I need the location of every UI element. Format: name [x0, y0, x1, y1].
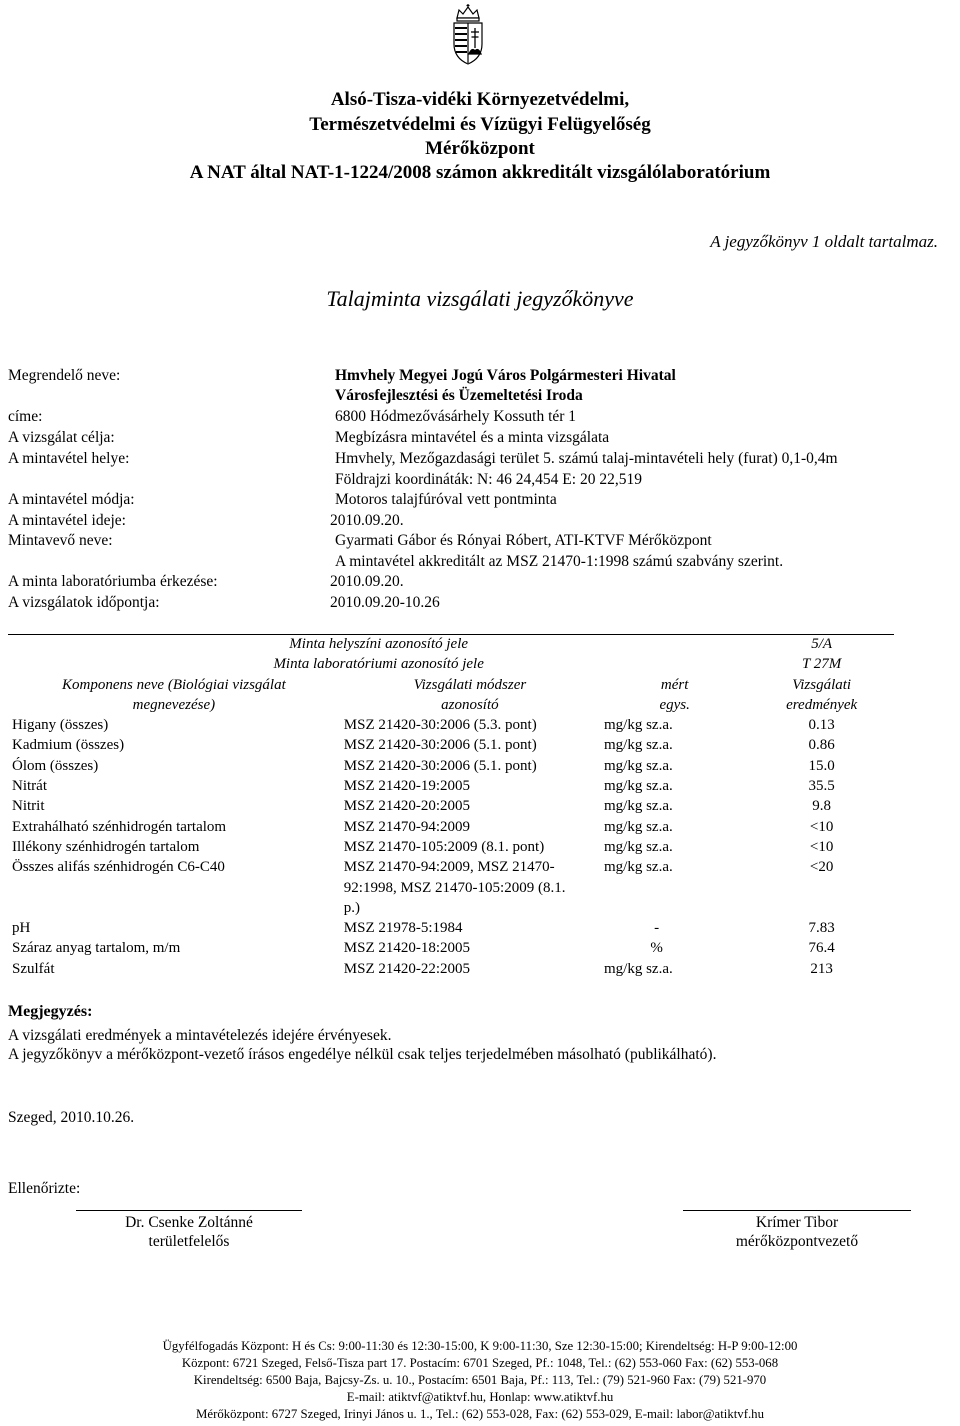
result-value-cell: 9.8	[812, 798, 832, 815]
column-header-method: Vizsgálati módszer	[413, 676, 527, 693]
field-id-label: Minta helyszíni azonosító jele	[8, 635, 749, 656]
method-cell: MSZ 21470-105:2009 (8.1. pont)	[343, 838, 545, 855]
component-name-cell	[8, 899, 340, 919]
org-name-line2: Természetvédelmi és Vízügyi Felügyelőség	[309, 114, 651, 135]
signature-line-left	[76, 1210, 302, 1211]
footer-hq-address: Központ: 6721 Szeged, Felső-Tisza part 17. Postacím: 6701 Szeged, Pf.: 1048, Tel.: (62) 553-060 Fax: (62) 553-068	[181, 1356, 779, 1370]
unit-cell: %	[650, 940, 663, 957]
signer-left-role: területfelelős	[148, 1233, 230, 1250]
result-value-cell: 15.0	[808, 757, 835, 774]
site-label: A mintavétel helye:	[8, 450, 130, 467]
method-cell: MSZ 21420-20:2005	[343, 798, 471, 815]
unit-cell: mg/kg sz.a.	[604, 818, 673, 835]
column-header-unit-cont: egys.	[659, 696, 690, 713]
signature-right	[683, 1213, 911, 1251]
footer-lab-address: Mérőközpont: 6727 Szeged, Irinyi János u. 1., Tel.: (62) 553-028, Fax: (62) 553-029, E-mail: labor@atiktvf.hu	[196, 1407, 764, 1421]
results-table	[8, 634, 894, 980]
customer-label: Megrendelő neve:	[8, 367, 121, 384]
notes-heading: Megjegyzés:	[8, 1003, 93, 1020]
table-row	[8, 797, 894, 817]
method-cell: 92:1998, MSZ 21470-105:2009 (8.1.	[343, 879, 566, 896]
table-row	[8, 858, 894, 878]
table-row	[8, 838, 894, 858]
signer-right-name: Krímer Tibor	[755, 1214, 839, 1231]
unit-cell: mg/kg sz.a.	[604, 838, 673, 855]
method-cell: p.)	[343, 899, 361, 916]
unit-cell: mg/kg sz.a.	[604, 737, 673, 754]
method-cell: MSZ 21420-30:2006 (5.3. pont)	[343, 717, 537, 734]
method-cell: MSZ 21978-5:1984	[343, 920, 463, 937]
sampling-date-value: 2010.09.20.	[330, 512, 404, 529]
component-name-cell: Szulfát	[12, 960, 55, 977]
arrival-value: 2010.09.20.	[330, 573, 404, 590]
table-row	[8, 757, 894, 777]
purpose-value: Megbízásra mintavétel és a minta vizsgálata	[335, 429, 610, 446]
sampler-label: Mintavevő neve:	[8, 532, 113, 549]
unit-cell: mg/kg sz.a.	[604, 960, 673, 977]
org-name-line3: Mérőközpont	[425, 138, 535, 159]
unit-cell	[600, 879, 749, 899]
test-date-value: 2010.09.20-10.26	[330, 594, 440, 611]
lab-id-label: Minta laboratóriumi azonosító jele	[273, 656, 484, 673]
unit-cell: mg/kg sz.a.	[604, 717, 673, 734]
column-header-method-cont: azonosító	[441, 696, 499, 713]
table-row	[8, 939, 894, 959]
address-label: címe:	[8, 408, 43, 425]
component-name-cell: Ólom (összes)	[12, 757, 99, 774]
notes-line2: A jegyzőkönyv a mérőközpont-vezető írásos engedélye nélkül csak teljes terjedelmében másolható (publikálható).	[8, 1046, 717, 1063]
table-header-row	[8, 635, 894, 656]
signer-right-role: mérőközpontvezető	[735, 1233, 859, 1250]
result-value-cell: 7.83	[808, 920, 835, 937]
org-name-line1: Alsó-Tisza-vidéki Környezetvédelmi,	[330, 89, 630, 110]
accreditation-line: A NAT által NAT-1-1224/2008 számon akkreditált vizsgálólaboratórium	[189, 162, 771, 183]
column-header-component-cont: megnevezése)	[132, 696, 216, 713]
result-value-cell: 0.86	[808, 737, 835, 754]
method-cell: MSZ 21470-94:2009, MSZ 21470-	[343, 859, 555, 876]
footer	[0, 1338, 960, 1423]
component-name-cell: Kadmium (összes)	[12, 737, 125, 754]
customer-name-line1: Hmvhely Megyei Jogú Város Polgármesteri Hivatal	[335, 367, 676, 384]
result-value-cell: 213	[810, 960, 833, 977]
coat-of-arms-icon	[448, 4, 488, 66]
unit-cell: mg/kg sz.a.	[604, 757, 673, 774]
sampler-value-line1: Gyarmati Gábor és Rónyai Róbert, ATI-KTVF Mérőközpont	[335, 532, 712, 549]
checked-by-label: Ellenőrizte:	[8, 1180, 81, 1197]
notes-line1: A vizsgálati eredmények a mintavételezés idejére érvényesek.	[8, 1027, 392, 1044]
method-cell: MSZ 21420-22:2005	[343, 960, 471, 977]
sampling-date-label: A mintavétel ideje:	[8, 512, 126, 529]
unit-cell	[600, 899, 749, 919]
address-value: 6800 Hódmezővásárhely Kossuth tér 1	[335, 408, 577, 425]
result-value-cell: 35.5	[808, 778, 835, 795]
table-row	[8, 879, 894, 899]
site-value-line2: Földrajzi koordináták: N: 46 24,454 E: 20 22,519	[335, 471, 642, 488]
unit-cell: mg/kg sz.a.	[604, 798, 673, 815]
page-count-note: A jegyzőkönyv 1 oldalt tartalmaz.	[710, 232, 938, 251]
arrival-label: A minta laboratóriumba érkezése:	[8, 573, 218, 590]
method-cell: MSZ 21420-19:2005	[343, 778, 471, 795]
component-name-cell: Higany (összes)	[12, 717, 109, 734]
footer-branch-address: Kirendeltség: 6500 Baja, Bajcsy-Zs. u. 10., Postacím: 6501 Baja, Pf.: 113, Tel.: (79) 521-960 Fax: (79) 521-970	[193, 1373, 767, 1387]
table-row	[8, 960, 894, 980]
site-value-line1: Hmvhely, Mezőgazdasági terület 5. számú talaj-mintavételi hely (furat) 0,1-0,4m	[335, 450, 838, 467]
component-name-cell: Száraz anyag tartalom, m/m	[12, 940, 181, 957]
table-header-row	[8, 696, 894, 716]
signature-left	[76, 1213, 302, 1251]
table-header-row	[8, 676, 894, 696]
component-name-cell: Nitrát	[12, 778, 47, 795]
signature-line-right	[683, 1210, 911, 1211]
field-id-value: 5/A	[749, 635, 894, 656]
table-row	[8, 777, 894, 797]
component-name-cell: Illékony szénhidrogén tartalom	[12, 838, 200, 855]
component-name-cell: Extrahálható szénhidrogén tartalom	[12, 818, 227, 835]
method-cell: MSZ 21420-30:2006 (5.1. pont)	[343, 757, 537, 774]
document-title: Talajminta vizsgálati jegyzőkönyve	[326, 286, 634, 311]
footer-hours: Ügyfélfogadás Központ: H és Cs: 9:00-11:30 és 12:30-15:00, K 9:00-11:30, Sze 12:30-15:00; Kirendeltség: H-P 9:00-12:00	[162, 1339, 798, 1353]
purpose-label: A vizsgálat célja:	[8, 429, 115, 446]
result-value-cell	[749, 899, 894, 919]
method-label: A mintavétel módja:	[8, 491, 135, 508]
result-value-cell: <10	[809, 838, 834, 855]
table-row	[8, 716, 894, 736]
result-value-cell: 76.4	[808, 940, 835, 957]
place-date: Szeged, 2010.10.26.	[8, 1109, 135, 1126]
method-value: Motoros talajfúróval vett pontminta	[335, 491, 557, 508]
result-value-cell: <20	[809, 859, 834, 876]
table-row	[8, 736, 894, 756]
table-header-row	[8, 655, 894, 675]
unit-cell: -	[654, 920, 660, 937]
method-cell: MSZ 21420-30:2006 (5.1. pont)	[343, 737, 537, 754]
result-value-cell: <10	[809, 818, 834, 835]
method-cell: MSZ 21420-18:2005	[343, 940, 471, 957]
component-name-cell: Nitrit	[12, 798, 45, 815]
component-name-cell: Összes alifás szénhidrogén C6-C40	[12, 859, 225, 876]
result-value-cell	[749, 879, 894, 899]
table-row	[8, 818, 894, 838]
unit-cell: mg/kg sz.a.	[604, 778, 673, 795]
component-name-cell: pH	[12, 920, 31, 937]
lab-id-value: T 27M	[801, 656, 842, 673]
table-row	[8, 919, 894, 939]
unit-cell: mg/kg sz.a.	[604, 859, 673, 876]
column-header-result-cont: eredmények	[786, 696, 858, 713]
sampler-value-line2: A mintavétel akkreditált az MSZ 21470-1:1998 számú szabvány szerint.	[335, 553, 784, 570]
table-row	[8, 899, 894, 919]
result-value-cell: 0.13	[808, 717, 835, 734]
test-date-label: A vizsgálatok időpontja:	[8, 594, 160, 611]
signer-left-name: Dr. Csenke Zoltánné	[125, 1214, 253, 1231]
column-header-unit: mért	[660, 676, 689, 693]
column-header-component: Komponens neve (Biológiai vizsgálat	[62, 676, 286, 693]
method-cell: MSZ 21470-94:2009	[343, 818, 471, 835]
footer-web: E-mail: atiktvf@atiktvf.hu, Honlap: www.atiktvf.hu	[346, 1390, 614, 1404]
column-header-result: Vizsgálati	[792, 676, 852, 693]
customer-name-line2: Városfejlesztési és Üzemeltetési Iroda	[335, 387, 583, 404]
component-name-cell	[8, 879, 340, 899]
